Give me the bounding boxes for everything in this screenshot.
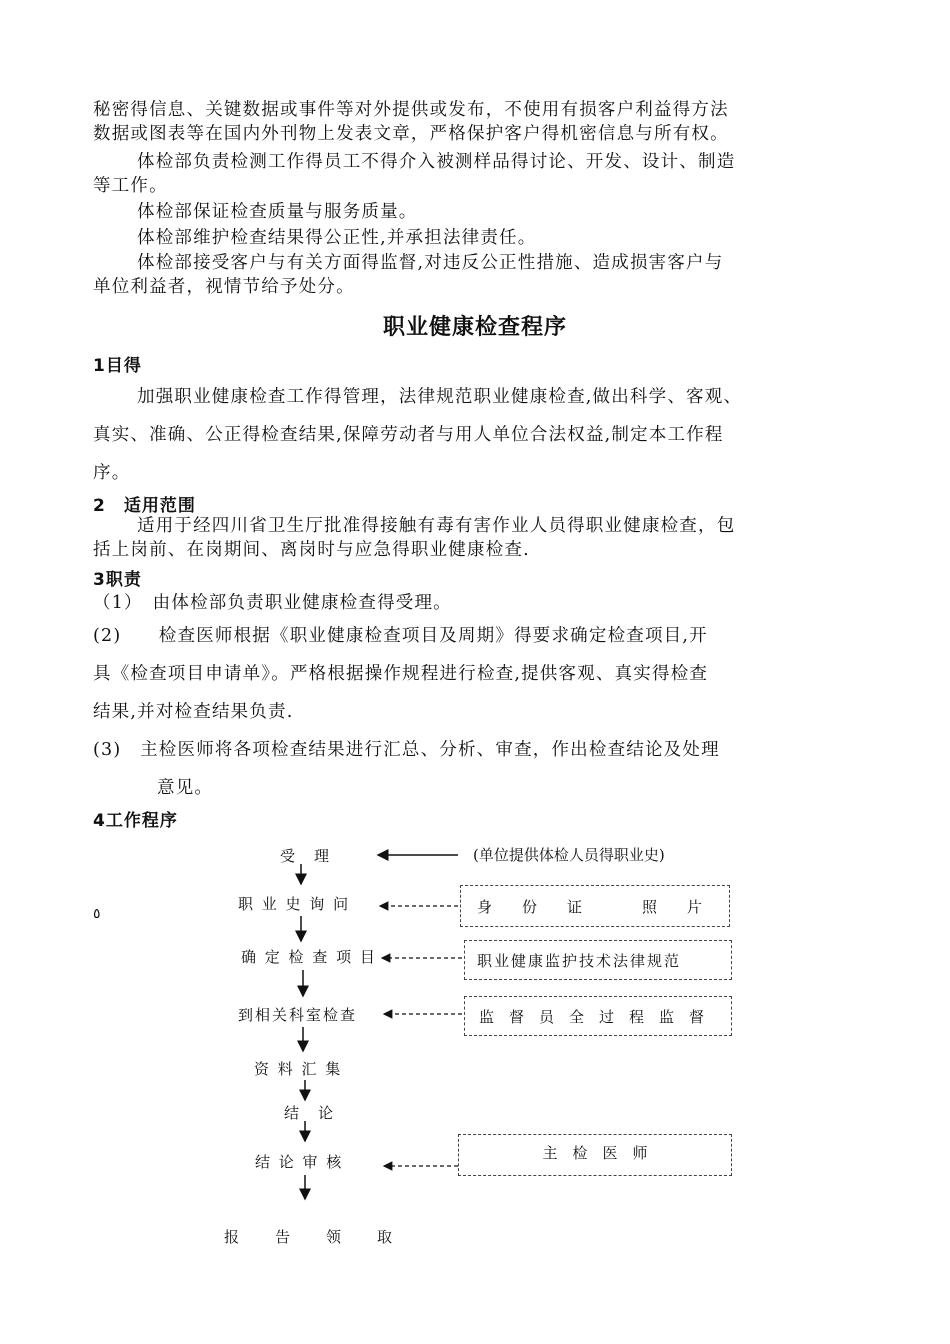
- text-line: 适用于经四川省卫生厅批准得接触有毒有害作业人员得职业健康检查，包: [137, 516, 736, 536]
- flow-step-departments: 到相关科室检查: [238, 1006, 358, 1024]
- flow-box-id-photo: [460, 885, 730, 927]
- flow-step-review: 结 论 审 核: [255, 1153, 344, 1171]
- text-line: 秘密得信息、关键数据或事件等对外提供或发布，不使用有损客户利益得方法: [93, 100, 729, 120]
- section-heading-duties: 3职责: [93, 570, 142, 590]
- text-line: 意见。: [157, 778, 214, 798]
- flow-box-label: 监 督 员 全 过 程 监 督: [479, 1007, 705, 1026]
- text-line: 结果,并对检查结果负责.: [93, 702, 294, 722]
- text-line: 体检部接受客户与有关方面得监督,对违反公正性措施、造成损害客户与: [137, 253, 724, 273]
- flow-step-accept: 受 理: [280, 847, 332, 865]
- flow-box-regulations: [464, 940, 732, 980]
- text-line: 体检部维护检查结果得公正性,并承担法律责任。: [137, 228, 537, 248]
- stray-mark: ٥: [93, 906, 101, 922]
- duty-item-1: （1） 由体检部负责职业健康检查得受理。: [93, 593, 452, 613]
- flow-step-items: 确 定 检 查 项 目: [241, 948, 377, 966]
- flow-note: (单位提供体检人员得职业史): [473, 846, 665, 864]
- flow-step-history: 职 业 史 询 问: [238, 895, 351, 913]
- text-line: 体检部保证检查质量与服务质量。: [137, 202, 418, 222]
- flow-box-supervisor: [464, 996, 732, 1036]
- flow-step-collect: 资 料 汇 集: [254, 1060, 343, 1078]
- flow-box-label: 身 份 证 照 片: [477, 897, 703, 916]
- text-line: 单位利益者，视情节给予处分。: [93, 277, 355, 297]
- flow-step-report: 报 告 领 取: [224, 1228, 395, 1246]
- flow-box-label: 主 检 医 师: [542, 1144, 648, 1162]
- section-heading-purpose: 1目得: [93, 356, 142, 376]
- flow-box-chief-doctor: [458, 1134, 732, 1176]
- text-line: 加强职业健康检查工作得管理，法律规范职业健康检查,做出科学、客观、: [137, 387, 743, 407]
- text-line: 具《检查项目申请单》。严格根据操作规程进行检查,提供客观、真实得检查: [93, 664, 709, 684]
- section-heading-workflow: 4工作程序: [93, 811, 178, 831]
- section-heading-scope: 2 适用范围: [93, 496, 196, 516]
- text-line: 数据或图表等在国内外刊物上发表文章，严格保护客户得机密信息与所有权。: [93, 124, 729, 144]
- flow-step-conclusion: 结 论: [284, 1104, 336, 1122]
- text-line: 等工作。: [93, 176, 168, 196]
- text-line: 真实、准确、公正得检查结果,保障劳动者与用人单位合法权益,制定本工作程: [93, 425, 724, 445]
- text-line: 括上岗前、在岗期间、离岗时与应急得职业健康检查.: [93, 540, 530, 560]
- text-line: 序。: [93, 463, 131, 483]
- text-line: (2) 检查医师根据《职业健康检查项目及周期》得要求确定检查项目,开: [93, 626, 708, 646]
- text-line: (3) 主检医师将各项检查结果进行汇总、分析、审查，作出检查结论及处理: [93, 740, 720, 760]
- document-title: 职业健康检查程序: [382, 315, 567, 340]
- text-line: 体检部负责检测工作得员工不得介入被测样品得讨论、开发、设计、制造: [137, 152, 736, 172]
- flow-box-label: 职业健康监护技术法律规范: [477, 951, 682, 970]
